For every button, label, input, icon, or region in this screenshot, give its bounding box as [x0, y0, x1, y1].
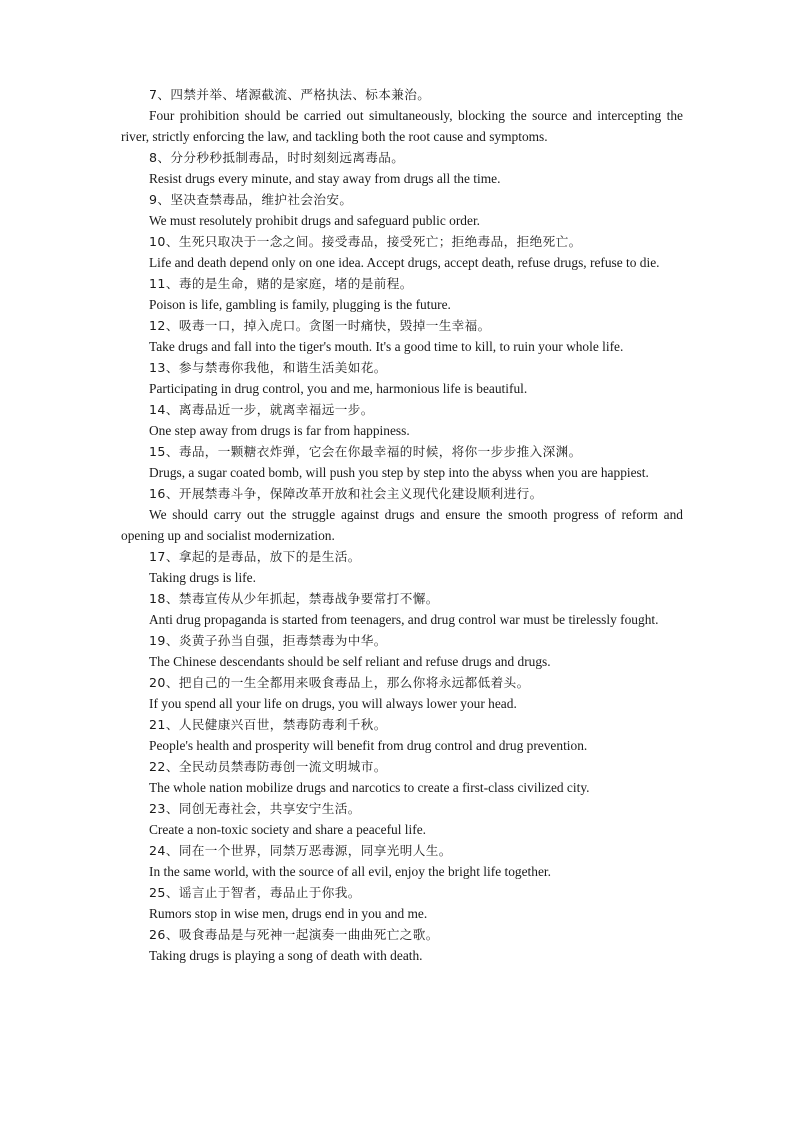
slogan-7-english: Four prohibition should be carried out simultaneously, blocking the source and intercepting the river, strictly enforcing the law, and tackling both the root cause and symptoms.	[121, 108, 683, 144]
slogan-23-chinese: 23、同创无毒社会，共享安宁生活。	[149, 801, 361, 816]
slogan-9-chinese: 9、坚决查禁毒品，维护社会治安。	[149, 192, 353, 207]
slogan-13-chinese: 13、参与禁毒你我他，和谐生活美如花。	[149, 360, 387, 375]
slogan-25-english: Rumors stop in wise men, drugs end in you and me.	[149, 906, 428, 921]
slogan-12-english: Take drugs and fall into the tiger's mouth. It's a good time to kill, to ruin your whole life.	[149, 339, 624, 354]
slogan-24-english: In the same world, with the source of all evil, enjoy the bright life together.	[149, 864, 551, 879]
slogan-9-english: We must resolutely prohibit drugs and safeguard public order.	[149, 213, 481, 228]
slogan-18-english: Anti drug propaganda is started from teenagers, and drug control war must be tirelessly fought.	[149, 612, 659, 627]
slogan-21-english: People's health and prosperity will benefit from drug control and drug prevention.	[149, 738, 588, 753]
slogan-14-chinese: 14、离毒品近一步，就离幸福远一步。	[149, 402, 374, 417]
slogan-19-english: The Chinese descendants should be self reliant and refuse drugs and drugs.	[149, 654, 551, 669]
slogan-19-chinese: 19、炎黄子孙当自强，拒毒禁毒为中华。	[149, 633, 387, 648]
slogan-10-english: Life and death depend only on one idea. Accept drugs, accept death, refuse drugs, refuse to die.	[149, 255, 660, 270]
slogan-8-chinese: 8、分分秒秒抵制毒品，时时刻刻远离毒品。	[149, 150, 405, 165]
slogan-20-chinese: 20、把自己的一生全都用来吸食毒品上，那么你将永远都低着头。	[149, 675, 530, 690]
slogan-17-chinese: 17、拿起的是毒品，放下的是生活。	[149, 549, 361, 564]
slogan-24-chinese: 24、同在一个世界，同禁万恶毒源，同享光明人生。	[149, 843, 452, 858]
slogan-20-english: If you spend all your life on drugs, you will always lower your head.	[149, 696, 517, 711]
slogan-12-chinese: 12、吸毒一口，掉入虎口。贪图一时痛快，毁掉一生幸福。	[149, 318, 491, 333]
slogan-15-english: Drugs, a sugar coated bomb, will push you step by step into the abyss when you are happiest.	[149, 465, 649, 480]
document-page	[121, 84, 683, 966]
slogan-25-chinese: 25、谣言止于智者，毒品止于你我。	[149, 885, 361, 900]
slogan-7-chinese: 7、四禁并举、堵源截流、严格执法、标本兼治。	[149, 87, 431, 102]
slogan-17-english: Taking drugs is life.	[149, 570, 256, 585]
slogan-23-english: Create a non-toxic society and share a peaceful life.	[149, 822, 426, 837]
slogan-26-english: Taking drugs is playing a song of death with death.	[149, 948, 423, 963]
slogan-16-english: We should carry out the struggle against drugs and ensure the smooth progress of reform and opening up and socialist modernization.	[121, 507, 683, 543]
slogan-22-chinese: 22、全民动员禁毒防毒创一流文明城市。	[149, 759, 387, 774]
slogan-11-english: Poison is life, gambling is family, plugging is the future.	[149, 297, 451, 312]
slogan-8-english: Resist drugs every minute, and stay away from drugs all the time.	[149, 171, 501, 186]
slogan-18-chinese: 18、禁毒宣传从少年抓起，禁毒战争要常打不懈。	[149, 591, 439, 606]
slogan-22-english: The whole nation mobilize drugs and narcotics to create a first-class civilized city.	[149, 780, 590, 795]
slogan-13-english: Participating in drug control, you and me, harmonious life is beautiful.	[149, 381, 528, 396]
slogan-15-chinese: 15、毒品，一颗糖衣炸弹，它会在你最幸福的时候，将你一步步推入深渊。	[149, 444, 582, 459]
slogan-16-chinese: 16、开展禁毒斗争，保障改革开放和社会主义现代化建设顺利进行。	[149, 486, 543, 501]
slogan-14-english: One step away from drugs is far from happiness.	[149, 423, 410, 438]
slogan-21-chinese: 21、人民健康兴百世，禁毒防毒利千秋。	[149, 717, 387, 732]
slogan-10-chinese: 10、生死只取决于一念之间。接受毒品，接受死亡；拒绝毒品，拒绝死亡。	[149, 234, 582, 249]
slogan-26-chinese: 26、吸食毒品是与死神一起演奏一曲曲死亡之歌。	[149, 927, 439, 942]
slogan-11-chinese: 11、毒的是生命，赌的是家庭，堵的是前程。	[149, 276, 413, 291]
